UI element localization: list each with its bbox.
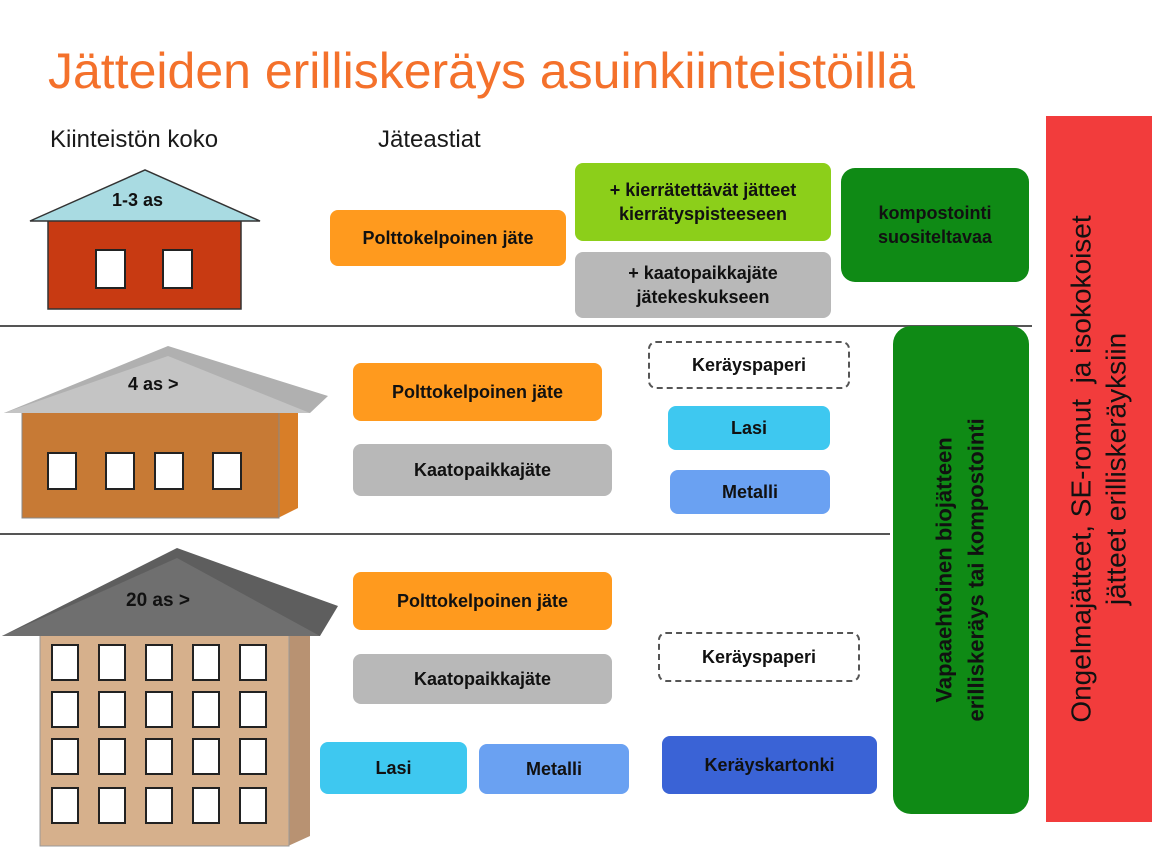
row2-metal: Metalli (670, 470, 830, 514)
row1-composting: kompostointi suositeltavaa (841, 168, 1029, 282)
row2-burnable-waste: Polttokelpoinen jäte (353, 363, 602, 421)
medium-house-label: 4 as > (128, 374, 179, 394)
large-house-label: 20 as > (126, 590, 190, 611)
row-separator-1 (0, 325, 1032, 327)
row-separator-2 (0, 533, 890, 535)
medium-house-icon (4, 346, 328, 518)
biowaste-line-2: erilliskeräys tai kompostointi (964, 418, 990, 722)
row2-paper-collection: Keräyspaperi (648, 341, 850, 389)
row1-burnable-waste: Polttokelpoinen jäte (330, 210, 566, 266)
row1-recyclables: + kierrätettävät jätteet kierrätyspisteeseen (575, 163, 831, 241)
header-containers: Jäteastiat (378, 126, 481, 153)
row2-glass: Lasi (668, 406, 830, 450)
header-property-size: Kiinteistön koko (50, 126, 219, 153)
biowaste-panel (893, 326, 1029, 814)
hazardous-line-2: jätteet erilliskeräyksiin (1101, 332, 1132, 606)
row3-burnable-waste: Polttokelpoinen jäte (353, 572, 612, 630)
biowaste-line-1: Vapaaehtoinen biojätteen (932, 437, 958, 703)
hazardous-waste-panel (1046, 116, 1152, 822)
hazardous-line-1: Ongelmajätteet, SE-romut ja isokokoiset (1066, 215, 1097, 723)
row2-landfill-waste: Kaatopaikkajäte (353, 444, 612, 496)
row3-glass: Lasi (320, 742, 467, 794)
row3-cardboard-collection: Keräyskartonki (662, 736, 877, 794)
small-house-label: 1-3 as (112, 190, 164, 210)
row1-landfill-waste: + kaatopaikkajäte jätekeskukseen (575, 252, 831, 318)
page-title: Jätteiden erilliskeräys asuinkiinteistöillä (48, 43, 916, 99)
row3-metal: Metalli (479, 744, 629, 794)
row3-landfill-waste: Kaatopaikkajäte (353, 654, 612, 704)
row3-paper-collection: Keräyspaperi (658, 632, 860, 682)
